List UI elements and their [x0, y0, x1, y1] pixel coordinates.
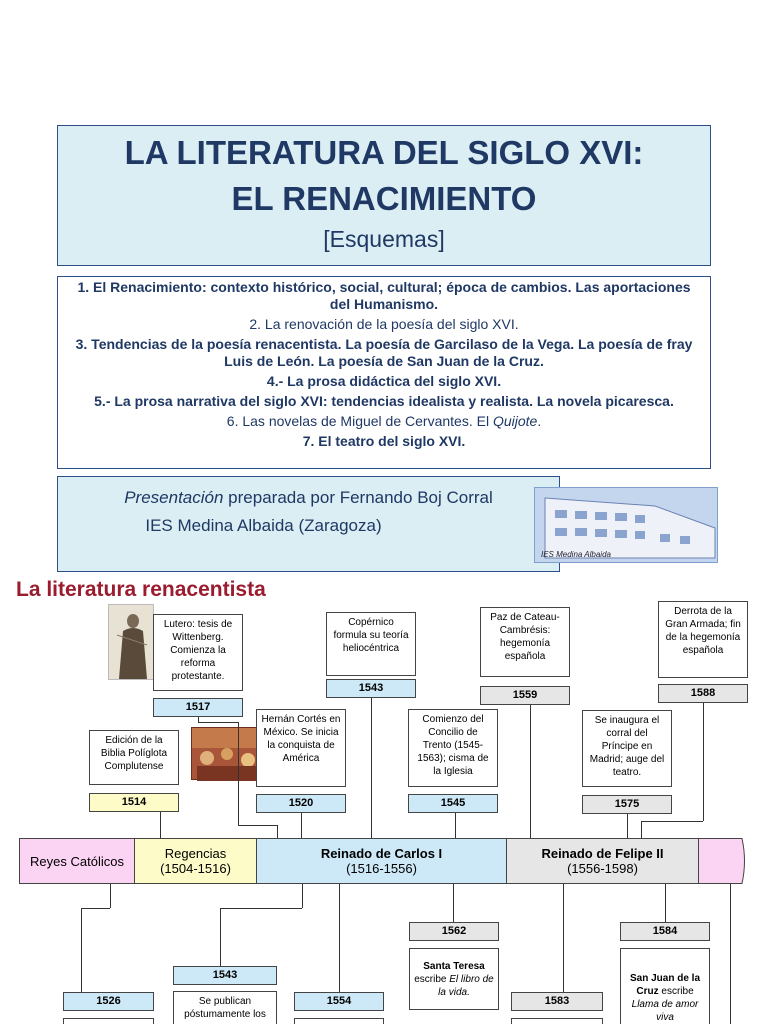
index-item-4: 4.- La prosa didáctica del siglo XVI.	[266, 373, 502, 389]
school-image-caption: IES Medina Albaida	[541, 550, 611, 559]
year-1559: 1559	[480, 686, 570, 705]
year-1517: 1517	[153, 698, 243, 717]
connector-1562	[453, 884, 454, 922]
period-regencias	[134, 838, 257, 884]
period-carlos-years: (1516-1556)	[346, 861, 417, 876]
index-item-3: 3. Tendencias de la poesía renacentista. La poesía de Garcilaso de la Vega. La poesía de fray Luis de León. La poesía de San Juan de la Cruz.	[75, 336, 693, 369]
year-1583: 1583	[511, 992, 603, 1011]
connector-1588-c	[641, 821, 642, 838]
connector-right	[730, 884, 731, 1024]
connector-1543	[371, 698, 372, 838]
year-1575: 1575	[582, 795, 672, 814]
school-building-image	[534, 487, 718, 563]
event-cateau: Paz de Cateau-Cambrésis: hegemonía española	[480, 607, 570, 677]
connector-1583	[563, 884, 564, 992]
year-1543-bottom: 1543	[173, 966, 277, 985]
connector-1517-c	[238, 722, 239, 825]
connector-1517-d	[238, 825, 277, 826]
period-felipe-label: Reinado de Felipe II	[541, 846, 664, 861]
index-item-6-quijote: Quijote	[492, 413, 538, 429]
period-reyes-catolicos	[19, 838, 135, 884]
presentation-line	[58, 484, 559, 512]
title-box	[57, 125, 711, 266]
index-item-5: 5.- La prosa narrativa del siglo XVI: tendencias idealista y realista. La novela picaresca.	[94, 393, 674, 409]
connector-1543b-b	[220, 908, 302, 909]
event-armada: Derrota de la Gran Armada; fin de la hegemonía española	[658, 601, 748, 678]
index-item-6-text: 6. Las novelas de Miguel de Cervantes. El	[226, 413, 493, 429]
lutero-portrait-drawing	[109, 605, 155, 681]
period-regencias-years: (1504-1516)	[160, 861, 231, 876]
juan-name: San Juan de la Cruz	[629, 973, 701, 997]
connector-1517-e	[277, 825, 278, 838]
event-biblia: Edición de la Biblia Políglota Complutense	[89, 730, 179, 785]
index-item-6-period: .	[537, 413, 542, 429]
year-1562: 1562	[409, 922, 499, 941]
title-subtitle: [Esquemas]	[323, 226, 445, 252]
connector-1526-b	[81, 908, 110, 909]
cortes-painting-drawing	[192, 728, 266, 781]
juan-verb: escribe	[658, 986, 694, 997]
event-1583-box	[511, 1018, 603, 1024]
presentation-rest: preparada por Fernando Boj Corral	[223, 488, 493, 507]
teresa-text	[414, 973, 494, 999]
event-lutero: Lutero: tesis de Wittenberg. Comienza la reforma protestante.	[153, 614, 243, 691]
year-1588: 1588	[658, 684, 748, 703]
index-item-2: 2. La renovación de la poesía del siglo XVI.	[249, 316, 519, 332]
period-carlos-i	[256, 838, 507, 884]
index-item-1: 1. El Renacimiento: contexto histórico, social, cultural; época de cambios. Las aportaciones del Humanismo.	[77, 279, 691, 312]
period-reyes-label: Reyes Católicos	[30, 853, 124, 869]
section-title: La literatura renacentista	[16, 578, 266, 601]
event-trento: Comienzo del Concilio de Trento (1545-1563); cisma de la Iglesia	[408, 709, 498, 787]
period-next-arrow	[698, 838, 748, 884]
connector-1526-c	[81, 908, 82, 992]
period-regencias-label: Regencias	[164, 846, 227, 861]
year-1584: 1584	[620, 922, 710, 941]
teresa-work: El libro de la vida.	[438, 974, 494, 998]
connector-1543b-c	[220, 908, 221, 966]
connector-1559	[530, 705, 531, 838]
year-1543: 1543	[326, 679, 416, 698]
connector-1575	[627, 814, 628, 838]
year-1545: 1545	[408, 794, 498, 813]
connector-1588-a	[703, 703, 704, 821]
event-santa-teresa	[409, 948, 499, 1010]
connector-1520	[301, 813, 302, 838]
connector-1514	[160, 812, 161, 838]
event-copernico: Copérnico formula su teoría heliocéntrica	[326, 612, 416, 676]
teresa-name: Santa Teresa	[423, 961, 485, 972]
presentation-word: Presentación	[124, 488, 224, 507]
index-item-6	[66, 413, 702, 430]
event-1526-box	[63, 1018, 154, 1024]
index-box	[57, 276, 711, 469]
year-1514: 1514	[89, 793, 179, 812]
cortes-painting-image	[191, 727, 265, 780]
year-1520: 1520	[256, 794, 346, 813]
period-carlos-label: Reinado de Carlos I	[320, 846, 443, 861]
year-1526: 1526	[63, 992, 154, 1011]
event-cortes: Hernán Cortés en México. Se inicia la conquista de América	[256, 709, 346, 787]
presentation-box	[57, 476, 560, 572]
presentation-school: IES Medina Albaida (Zaragoza)	[145, 516, 382, 535]
event-postumo: Se publican póstumamente los	[173, 991, 277, 1024]
event-1554-box	[294, 1018, 384, 1024]
connector-1543b-a	[302, 884, 303, 908]
connector-1545	[455, 813, 456, 838]
period-felipe-years: (1556-1598)	[567, 861, 638, 876]
period-next-arrow-shape	[698, 838, 748, 884]
connector-1588-b	[641, 821, 703, 822]
juan-work: Llama de amor viva	[631, 999, 699, 1023]
year-1554: 1554	[294, 992, 384, 1011]
event-san-juan	[620, 948, 710, 1024]
connector-1526-a	[110, 884, 111, 908]
juan-text	[625, 972, 705, 1024]
teresa-verb: escribe	[414, 974, 450, 985]
connector-1584	[665, 884, 666, 922]
connector-1554	[339, 884, 340, 992]
index-item-7: 7. El teatro del siglo XVI.	[302, 433, 466, 449]
title-line-1: LA LITERATURA DEL SIGLO XVI:	[124, 134, 644, 171]
lutero-portrait-image	[108, 604, 154, 680]
connector-1517-b	[198, 722, 238, 723]
title-line-2: EL RENACIMIENTO	[231, 180, 537, 217]
event-corral: Se inaugura el corral del Príncipe en Madrid; auge del teatro.	[582, 710, 672, 787]
period-felipe-ii	[506, 838, 699, 884]
